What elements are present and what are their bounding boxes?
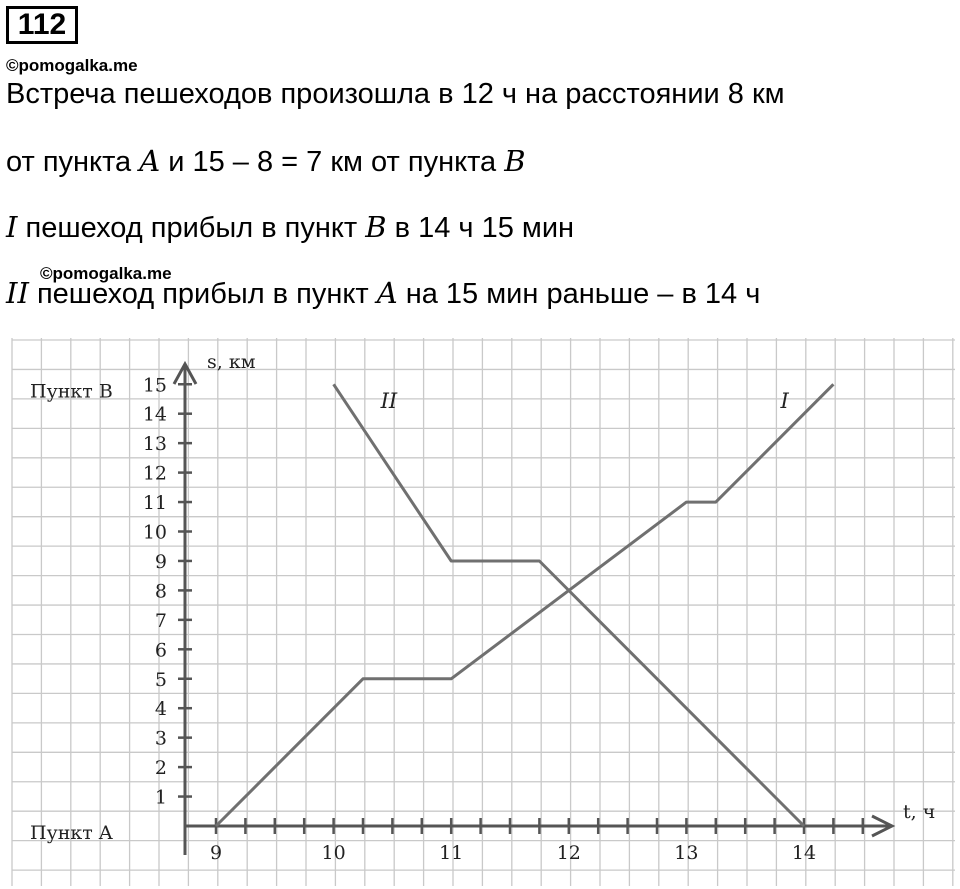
y-axis-label: s, км [207,351,256,373]
x-axis-label: t, ч [903,801,936,823]
y-tick-label: 7 [154,609,167,632]
y-tick-label: 9 [154,550,167,573]
math-symbol: B [365,210,387,244]
math-symbol: B [504,144,526,178]
text-fragment: пешеход прибыл в пункт [17,212,366,244]
text-fragment: пешеход прибыл в пункт [28,278,377,310]
math-symbol: A [376,276,398,310]
y-tick-label: 15 [142,374,167,397]
y-tick-label: 10 [142,521,167,544]
task-number: 112 [6,6,78,44]
series-label: I [780,388,789,413]
y-tick-label: 11 [142,492,167,515]
series-label: II [380,388,398,413]
x-tick-label: 9 [209,842,223,864]
y-tick-label: 3 [154,727,167,750]
math-symbol: A [139,144,161,178]
y-tick-label: 5 [154,668,167,691]
x-tick-label: 11 [439,842,464,864]
watermark-overlay: ©pomogalka.me [40,264,172,283]
x-tick-label: 13 [674,842,699,864]
text-fragment: от пункта [6,146,140,178]
y-tick-label: 13 [142,433,167,456]
math-symbol: I [6,210,18,244]
y-tick-label: 2 [154,757,167,780]
text-fragment: Встреча пешеходов произошла в 12 ч на расстоянии 8 км [6,78,785,110]
x-tick-label: 12 [556,842,581,864]
point-label: Пункт B [30,380,113,403]
x-tick-label: 10 [321,842,346,864]
y-tick-label: 12 [142,462,167,485]
math-symbol: II [6,276,29,310]
x-tick-label: 14 [791,842,817,864]
y-tick-label: 8 [154,580,167,603]
text-fragment: на 15 мин раньше – в 14 ч [397,278,761,310]
y-tick-label: 6 [154,639,167,662]
y-tick-label: 1 [154,786,167,809]
y-tick-label: 14 [142,403,167,426]
text-fragment: и 15 – 8 = 7 км от пункта [160,146,505,178]
watermark: ©pomogalka.me [6,56,138,75]
y-tick-label: 4 [154,698,167,721]
text-fragment: в 14 ч 15 мин [386,212,575,244]
point-label: Пункт A [30,822,113,844]
